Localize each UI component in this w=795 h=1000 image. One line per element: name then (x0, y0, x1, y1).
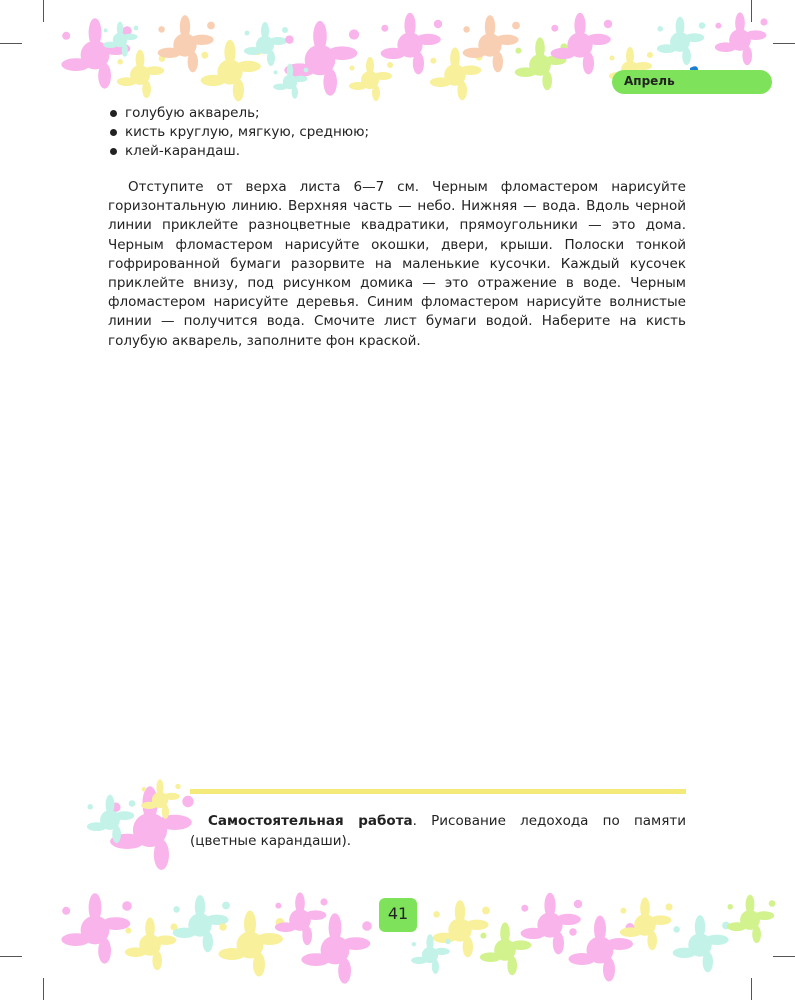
section-tab-label: Апрель (624, 74, 675, 88)
materials-list (108, 104, 369, 161)
bottom-splash-band (61, 892, 775, 983)
list-item: клей-карандаш. (108, 142, 369, 161)
independent-work-label: Самостоятельная работа (208, 813, 413, 829)
instructions-paragraph: Отступите от верха листа 6—7 см. Черным фломастером нарисуйте горизонтальную линию. Верхняя часть — небо. Нижняя — вода. Вдоль черной линии приклейте разноцветные квадратики, прямоугольники — это дома. Черным фломастером нарисуйте окошки, двери, крыши. Полоски тонкой гофрированной бумаги разорвите на маленькие кусочки. Каждый кусочек приклейте внизу, под рисунком домика — это отражение в воде. Черным фломастером нарисуйте деревья. Синим фломастером нарисуйте волнистые линии — получится вода. Смочите лист бумаги водой. Наберите на кисть голубую акварель, заполните фон краской. (108, 179, 686, 349)
list-item: кисть круглую, мягкую, среднюю; (108, 123, 369, 142)
page-number: 41 (387, 904, 409, 923)
bullet-icon (110, 110, 117, 117)
divider (190, 789, 686, 794)
independent-work-paragraph (190, 812, 686, 851)
task-splash-cluster (87, 779, 194, 870)
list-item: голубую акварель; (108, 104, 369, 123)
bullet-icon (110, 148, 117, 155)
bullet-icon (110, 129, 117, 136)
independent-work-text: . Рисование ледохода по памяти (цветные карандаши). (190, 813, 687, 849)
